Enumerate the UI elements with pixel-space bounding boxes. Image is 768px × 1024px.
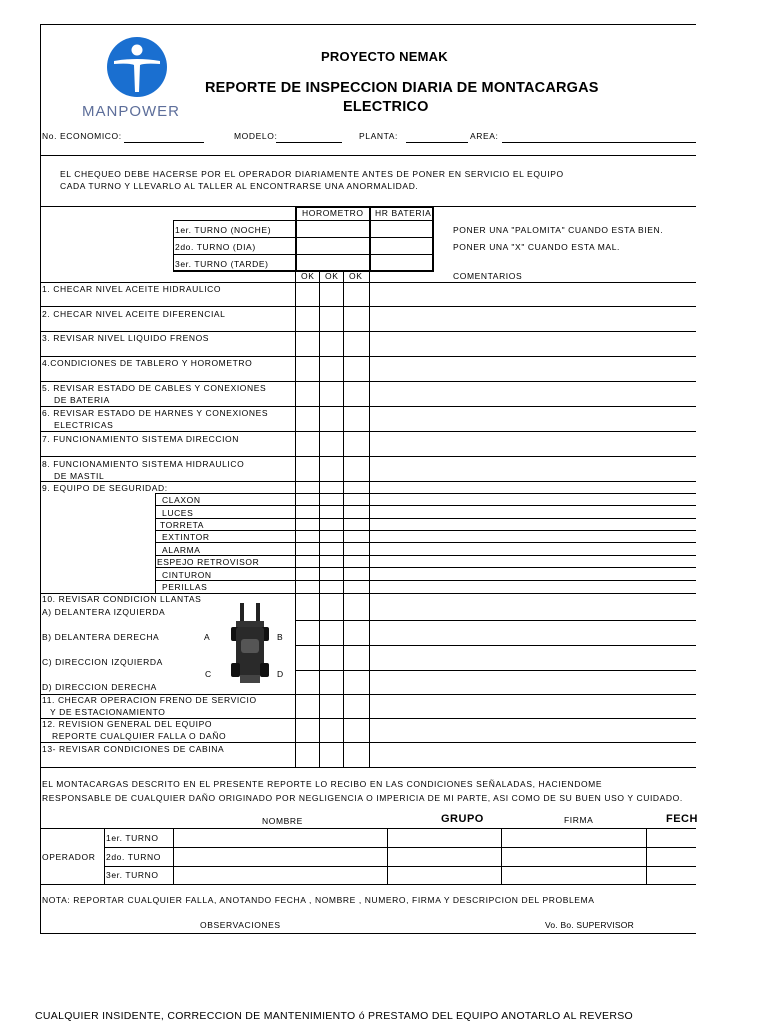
safety-item-3: TORRETA bbox=[160, 520, 205, 530]
tire-a-label: A) DELANTERA IZQUIERDA bbox=[42, 607, 166, 617]
project-title: PROYECTO NEMAK bbox=[321, 49, 448, 64]
check-item-7: 7. FUNCIONAMIENTO SISTEMA DIRECCION bbox=[42, 434, 240, 444]
check-item-11b: Y DE ESTACIONAMIENTO bbox=[50, 707, 166, 717]
tire-marker-b: B bbox=[277, 632, 284, 642]
ok-header-2: OK bbox=[325, 271, 339, 281]
col-nombre: NOMBRE bbox=[262, 816, 303, 826]
report-title-line2: ELECTRICO bbox=[343, 99, 429, 115]
tire-b-label: B) DELANTERA DERECHA bbox=[42, 632, 160, 642]
declaration-line2: RESPONSABLE DE CUALQUIER DAÑO ORIGINADO POR NEGLIGENCIA O IMPERICIA DE MI PARTE, ASI COMO DE SU BUEN USO Y CUIDADO. bbox=[42, 793, 683, 803]
instructions-line1: EL CHEQUEO DEBE HACERSE POR EL OPERADOR DIARIAMENTE ANTES DE PONER EN SERVICIO EL EQUIPO bbox=[60, 169, 564, 179]
safety-item-2: LUCES bbox=[162, 508, 194, 518]
check-item-11: 11. CHECAR OPERACION FRENO DE SERVICIO bbox=[42, 695, 257, 705]
forklift-icon bbox=[230, 603, 270, 689]
safety-item-6: ESPEJO RETROVISOR bbox=[157, 557, 260, 567]
operador-label: OPERADOR bbox=[42, 852, 96, 862]
col-fecha: FECH bbox=[666, 813, 698, 825]
instructions-line2: CADA TURNO Y LLEVARLO AL TALLER AL ENCONTRARSE UNA ANORMALIDAD. bbox=[60, 181, 419, 191]
planta-field[interactable] bbox=[406, 142, 468, 143]
form-top-border bbox=[40, 24, 696, 25]
economico-field[interactable] bbox=[124, 142, 204, 143]
ok-header-3: OK bbox=[349, 271, 363, 281]
col-firma: FIRMA bbox=[564, 815, 594, 825]
ok-header-1: OK bbox=[301, 271, 315, 281]
operator-shift-2: 2do. TURNO bbox=[106, 852, 161, 862]
area-field[interactable] bbox=[502, 142, 696, 143]
check-item-3: 3. REVISAR NIVEL LIQUIDO FRENOS bbox=[42, 333, 210, 343]
footer-note: CUALQUIER INSIDENTE, CORRECCION DE MANTENIMIENTO ó PRESTAMO DEL EQUIPO ANOTARLO AL REVERSO bbox=[35, 1010, 633, 1022]
horometro-header: HOROMETRO bbox=[302, 208, 364, 218]
check-item-6b: ELECTRICAS bbox=[54, 420, 114, 430]
tire-c-label: C) DIRECCION IZQUIERDA bbox=[42, 657, 163, 667]
legend-ok: PONER UNA "PALOMITA" CUANDO ESTA BIEN. bbox=[453, 225, 664, 235]
economico-label: No. ECONOMICO: bbox=[42, 131, 122, 141]
area-label: AREA: bbox=[470, 131, 499, 141]
check-item-12: 12. REVISION GENERAL DEL EQUIPO bbox=[42, 719, 213, 729]
tire-marker-d: D bbox=[277, 669, 284, 679]
nota-text: NOTA: REPORTAR CUALQUIER FALLA, ANOTANDO FECHA , NOMBRE , NUMERO, FIRMA Y DESCRIPCION DEL PROBLEMA bbox=[42, 895, 595, 905]
col-grupo: GRUPO bbox=[441, 813, 484, 825]
legend-bad: PONER UNA "X" CUANDO ESTA MAL. bbox=[453, 242, 620, 252]
operator-shift-3: 3er. TURNO bbox=[106, 870, 159, 880]
safety-item-4: EXTINTOR bbox=[162, 532, 210, 542]
planta-label: PLANTA: bbox=[359, 131, 398, 141]
check-item-5: 5. REVISAR ESTADO DE CABLES Y CONEXIONES bbox=[42, 383, 267, 393]
check-item-13: 13- REVISAR CONDICIONES DE CABINA bbox=[42, 744, 225, 754]
operator-shift-1: 1er. TURNO bbox=[106, 833, 159, 843]
tires-title: 10. REVISAR CONDICION LLANTAS bbox=[42, 594, 202, 604]
tire-marker-c: C bbox=[205, 669, 212, 679]
check-item-6: 6. REVISAR ESTADO DE HARNES Y CONEXIONES bbox=[42, 408, 269, 418]
check-item-8b: DE MASTIL bbox=[54, 471, 105, 481]
shift-row-2: 2do. TURNO (DIA) bbox=[175, 242, 256, 252]
tire-d-label: D) DIRECCION DERECHA bbox=[42, 682, 157, 692]
comments-header: COMENTARIOS bbox=[453, 271, 523, 281]
safety-item-5: ALARMA bbox=[162, 545, 201, 555]
check-item-8: 8. FUNCIONAMIENTO SISTEMA HIDRAULICO bbox=[42, 459, 245, 469]
supervisor-label: Vo. Bo. SUPERVISOR bbox=[545, 920, 634, 930]
modelo-field[interactable] bbox=[276, 142, 342, 143]
check-item-4: 4.CONDICIONES DE TABLERO Y HOROMETRO bbox=[42, 358, 253, 368]
modelo-label: MODELO: bbox=[234, 131, 278, 141]
tire-marker-a: A bbox=[204, 632, 211, 642]
hr-bateria-header: HR BATERIA bbox=[375, 208, 432, 218]
safety-item-8: PERILLAS bbox=[162, 582, 208, 592]
safety-item-7: CINTURON bbox=[162, 570, 212, 580]
check-item-9: 9. EQUIPO DE SEGURIDAD: bbox=[42, 483, 168, 493]
check-item-5b: DE BATERIA bbox=[54, 395, 110, 405]
shift-row-1: 1er. TURNO (NOCHE) bbox=[175, 225, 272, 235]
observaciones-label: OBSERVACIONES bbox=[200, 920, 281, 930]
safety-item-1: CLAXON bbox=[162, 495, 201, 505]
logo-text: MANPOWER bbox=[82, 103, 180, 120]
report-title-line1: REPORTE DE INSPECCION DIARIA DE MONTACARGAS bbox=[205, 80, 599, 96]
check-item-2: 2. CHECAR NIVEL ACEITE DIFERENCIAL bbox=[42, 309, 226, 319]
form-left-border bbox=[40, 24, 41, 934]
check-item-1: 1. CHECAR NIVEL ACEITE HIDRAULICO bbox=[42, 284, 222, 294]
check-item-12b: REPORTE CUALQUIER FALLA O DAÑO bbox=[52, 731, 227, 741]
shift-row-3: 3er. TURNO (TARDE) bbox=[175, 259, 269, 269]
declaration-line1: EL MONTACARGAS DESCRITO EN EL PRESENTE REPORTE LO RECIBO EN LAS CONDICIONES SEÑALADAS, HACIENDOME bbox=[42, 779, 603, 789]
manpower-logo-icon bbox=[106, 36, 168, 98]
